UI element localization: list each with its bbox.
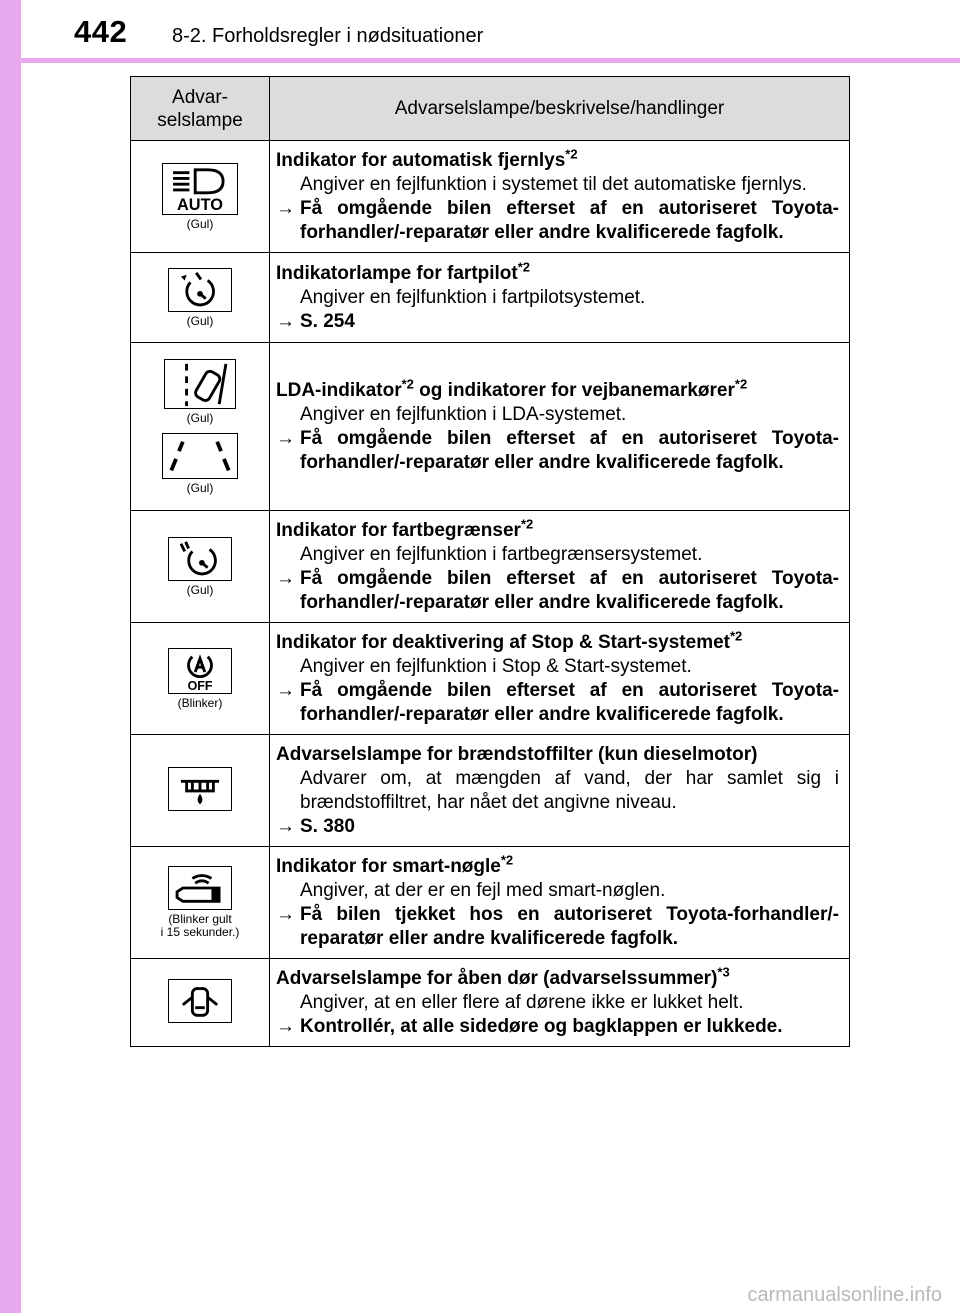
lamp-cell: [131, 959, 270, 1047]
row-action: → S. 254: [276, 310, 355, 332]
row-description: Advarer om, at mængden af vand, der har samlet sig i brændstoffiltret, har nået det angivne niveau.: [300, 767, 839, 813]
description-cell: [270, 253, 850, 343]
table-row: [131, 623, 850, 735]
fuel-filter-icon: [168, 767, 232, 811]
warning-lights-table: [130, 76, 850, 1047]
row-description: Angiver, at der er en fejl med smart-nøglen.: [300, 879, 666, 901]
row-title: LDA-indikator$^{*2}$ og indikatorer for vejbanemarkører$^{*2}$: [276, 376, 748, 401]
svg-text:OFF: OFF: [187, 678, 213, 693]
table-header-row: [131, 77, 850, 141]
row-title: Indikator for fartbegrænser$^{*2}$: [276, 516, 534, 541]
row-title: Indikator for automatisk fjernlys$^{*2}$: [276, 146, 578, 171]
row-action: → Få omgående bilen efterset af en autoriseret Toyota-forhandler/-reparatør eller andre kvalificerede fagfolk.: [276, 679, 839, 725]
lda-icon: [164, 359, 236, 409]
row-description: Angiver en fejlfunktion i LDA-systemet.: [300, 403, 627, 425]
speed-limiter-icon: [168, 537, 232, 581]
description-cell: [270, 735, 850, 847]
description-cell: [270, 847, 850, 959]
watermark: carmanualsonline.info: [747, 1284, 942, 1306]
row-title: Indikatorlampe for fartpilot$^{*2}$: [276, 259, 531, 284]
lamp-color-note: (Gul): [186, 216, 214, 231]
row-action: → Få omgående bilen efterset af en autoriseret Toyota-forhandler/-reparatør eller andre kvalificerede fagfolk.: [276, 427, 839, 473]
section-title: 8-2. Forholdsregler i nødsituationer: [172, 25, 484, 47]
row-action: → Få omgående bilen efterset af en autoriseret Toyota-forhandler/-reparatør eller andre kvalificerede fagfolk.: [276, 197, 839, 243]
row-title: Indikator for smart-nøgle$^{*2}$: [276, 852, 514, 877]
lamp-cell: [131, 735, 270, 847]
description-cell: [270, 343, 850, 511]
row-action: → S. 380: [276, 815, 355, 837]
col-header-description: Advarselslampe/beskrivelse/handlinger: [270, 77, 850, 141]
lamp-color-note: (Gul): [186, 480, 214, 495]
row-description: Angiver en fejlfunktion i Stop & Start-systemet.: [300, 655, 692, 677]
row-description: Angiver en fejlfunktion i systemet til det automatiske fjernlys.: [300, 173, 807, 195]
auto-high-beam-icon: [162, 163, 238, 215]
lamp-color-note: (Blinker): [177, 695, 223, 710]
lamp-color-note: (Gul): [186, 410, 214, 425]
side-accent-stripe: [0, 0, 21, 1313]
lamp-cell: [131, 511, 270, 623]
row-title: Advarselslampe for brændstoffilter (kun dieselmotor): [276, 743, 758, 765]
page-number: 442: [74, 14, 128, 49]
row-description: Angiver en fejlfunktion i fartpilotsystemet.: [300, 286, 646, 308]
lamp-cell: [131, 253, 270, 343]
lamp-color-note: (Gul): [186, 313, 214, 328]
table-row: [131, 141, 850, 253]
row-title: Advarselslampe for åben dør (advarselssummer)$^{*3}$: [276, 964, 730, 989]
table-row: [131, 959, 850, 1047]
lamp-cell: [131, 847, 270, 959]
table-row: [131, 511, 850, 623]
row-description: Angiver en fejlfunktion i fartbegrænsersystemet.: [300, 543, 703, 565]
row-description: Angiver, at en eller flere af dørene ikke er lukket helt.: [300, 991, 744, 1013]
table-row: [131, 343, 850, 511]
description-cell: [270, 623, 850, 735]
lamp-cell: [131, 343, 270, 511]
door-open-icon: [168, 979, 232, 1023]
svg-text:AUTO: AUTO: [177, 195, 223, 214]
row-action: → Få bilen tjekket hos en autoriseret Toyota-forhandler/-reparatør eller andre kvalificerede fagfolk.: [276, 903, 839, 949]
table-row: [131, 735, 850, 847]
description-cell: [270, 141, 850, 253]
lane-markers-icon: [162, 433, 238, 479]
table-row: [131, 253, 850, 343]
lamp-color-note: (Blinker gult i 15 sekunder.): [160, 912, 240, 939]
row-title: Indikator for deaktivering af Stop & Start-systemet$^{*2}$: [276, 628, 743, 653]
description-cell: [270, 959, 850, 1047]
table-row: [131, 847, 850, 959]
lamp-cell: [131, 623, 270, 735]
header-rule: [21, 58, 960, 63]
lamp-color-note: (Gul): [186, 582, 214, 597]
col-header-lamp: Advar- selslampe: [131, 77, 270, 141]
stop-start-off-icon: [168, 648, 232, 694]
row-action: → Få omgående bilen efterset af en autoriseret Toyota-forhandler/-reparatør eller andre kvalificerede fagfolk.: [276, 567, 839, 613]
description-cell: [270, 511, 850, 623]
cruise-control-icon: [168, 268, 232, 312]
lamp-cell: [131, 141, 270, 253]
smart-key-icon: [168, 866, 232, 910]
row-action: → Kontrollér, at alle sidedøre og bagklappen er lukkede.: [276, 1015, 783, 1037]
